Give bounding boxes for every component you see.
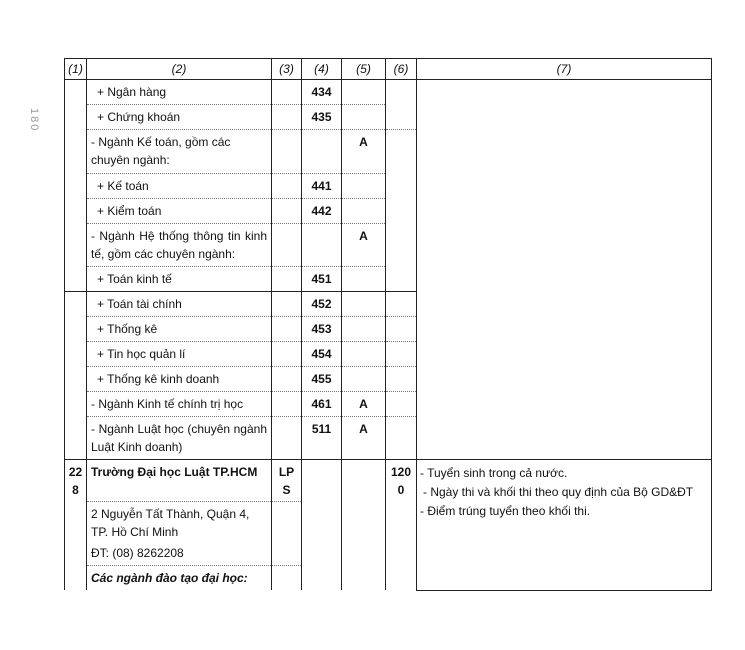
- table-body: [65, 80, 712, 591]
- program-code: 452: [311, 297, 332, 311]
- admissions-table-wrapper: [64, 58, 712, 591]
- program-code: 455: [311, 372, 332, 386]
- table-row: [65, 80, 712, 105]
- program-name: + Toán tài chính: [97, 297, 182, 311]
- school-phone: ĐT: (08) 8262208: [91, 546, 184, 560]
- school-quota: 1200: [390, 465, 412, 497]
- program-code: 441: [311, 179, 332, 193]
- program-block: A: [359, 422, 368, 436]
- admissions-table: [64, 58, 712, 591]
- header-col-6: (6): [386, 59, 417, 80]
- program-block: A: [359, 229, 368, 243]
- program-block: [342, 267, 385, 270]
- program-name: - Ngành Kinh tế chính trị học: [91, 397, 244, 411]
- program-name: - Ngành Kế toán, gồm các chuyên ngành:: [91, 135, 231, 167]
- program-name: - Ngành Luật học (chuyên ngành Luật Kinh doanh): [91, 422, 267, 454]
- header-row: [65, 59, 712, 80]
- stt-cell: [65, 80, 87, 292]
- school-notes: [417, 460, 711, 525]
- program-name: + Ngân hàng: [97, 85, 167, 99]
- program-code: 511: [311, 422, 332, 436]
- program-block: [342, 342, 385, 345]
- program-name: + Thống kê: [97, 322, 158, 336]
- header-col-7: (7): [417, 59, 712, 80]
- school-stt: 228: [68, 465, 83, 497]
- program-name: + Thống kê kinh doanh: [97, 372, 220, 386]
- school-name: Trường Đại học Luật TP.HCM: [91, 465, 258, 479]
- note-line: - Điểm trúng tuyển theo khối thi.: [420, 504, 591, 518]
- program-name: + Toán kinh tế: [97, 272, 172, 286]
- program-code: 453: [311, 322, 332, 336]
- program-block: [342, 105, 385, 108]
- program-code: 461: [311, 397, 332, 411]
- program-name: + Kế toán: [97, 179, 149, 193]
- header-col-4: (4): [302, 59, 342, 80]
- header-col-2: (2): [87, 59, 272, 80]
- program-code: 442: [311, 204, 332, 218]
- program-code: 454: [311, 347, 332, 361]
- school-code: LPS: [278, 465, 295, 497]
- program-name: + Kiểm toán: [97, 204, 162, 218]
- program-name: - Ngành Hệ thống thông tin kinh tế, gồm các chuyên ngành:: [91, 229, 267, 261]
- program-code: 434: [311, 85, 332, 99]
- program-code: [302, 130, 341, 133]
- school-address: 2 Nguyễn Tất Thành, Quận 4, TP. Hồ Chí Minh: [91, 507, 250, 539]
- program-code: 451: [311, 272, 332, 286]
- program-block: [342, 80, 385, 83]
- program-name: + Tin học quản lí: [97, 347, 186, 361]
- program-block: [342, 292, 385, 295]
- notes-cell-empty: [417, 80, 712, 460]
- program-block: [342, 174, 385, 177]
- note-line: - Ngày thi và khối thi theo quy định của Bộ GD&ĐT: [423, 485, 694, 499]
- school-row: [65, 460, 712, 502]
- page-number: 180: [28, 108, 40, 133]
- header-col-3: (3): [272, 59, 302, 80]
- program-block: [342, 367, 385, 370]
- program-block: [342, 317, 385, 320]
- program-block: [342, 199, 385, 202]
- header-col-5: (5): [342, 59, 386, 80]
- program-block: A: [359, 397, 368, 411]
- program-block: A: [359, 135, 368, 149]
- programs-heading: Các ngành đào tạo đại học:: [91, 571, 248, 585]
- program-code: 435: [311, 110, 332, 124]
- program-name: + Chứng khoán: [97, 110, 181, 124]
- program-code: [302, 224, 341, 227]
- header-col-1: (1): [65, 59, 87, 80]
- note-line: - Tuyển sinh trong cả nước.: [420, 466, 568, 480]
